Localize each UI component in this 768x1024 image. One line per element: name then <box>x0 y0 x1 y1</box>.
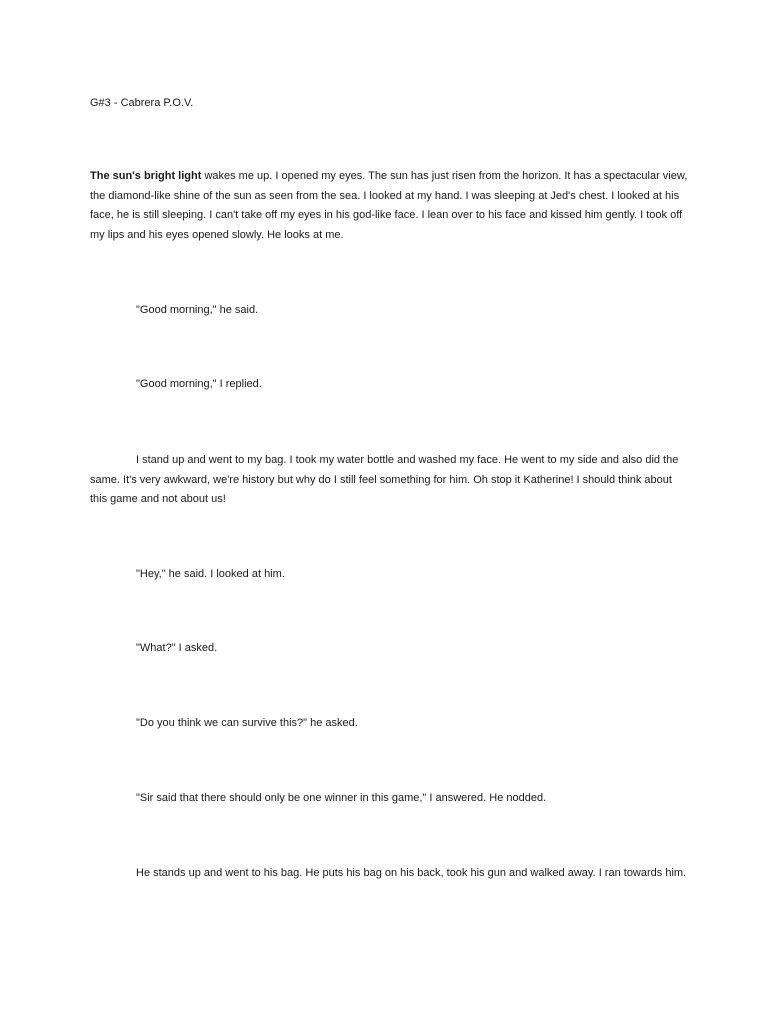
paragraph-good-morning-he: "Good morning," he said. <box>136 304 259 316</box>
paragraph-hey: "Hey," he said. I looked at him. <box>136 568 285 580</box>
paragraph-what: "What?" I asked. <box>136 642 218 654</box>
paragraph-survive: "Do you think we can survive this?" he asked. <box>136 717 358 729</box>
opening-text: wakes me up. I opened my eyes. The sun has just risen from the horizon. It has a spectacular view, the diamond-like shine of the sun as seen from the sea. I looked at my hand. I was sleeping at Jed's chest. I looked at his face, he is still sleeping. I can't take off my eyes in his god-like face. I lean over to his face and kissed him gently. I took off my lips and his eyes opened slowly. He looks at me. <box>90 170 688 242</box>
paragraph-water-bottle: I stand up and went to my bag. I took my water bottle and washed my face. He went to my side and also did the same. It's very awkward, we're history but why do I still feel something for him. Oh stop it Katherine! I should think about this game and not about us! <box>90 454 679 506</box>
opening-lead-bold: The sun's bright light <box>90 170 202 182</box>
paragraph-walked-away: He stands up and went to his bag. He puts his bag on his back, took his gun and walked away. I ran towards him. <box>136 867 687 879</box>
paragraph-one-winner: "Sir said that there should only be one winner in this game," I answered. He nodded. <box>136 792 547 804</box>
opening-paragraph <box>90 167 690 246</box>
document-title: G#3 - Cabrera P.O.V. <box>90 97 194 109</box>
paragraph-good-morning-i: "Good morning," I replied. <box>136 378 262 390</box>
